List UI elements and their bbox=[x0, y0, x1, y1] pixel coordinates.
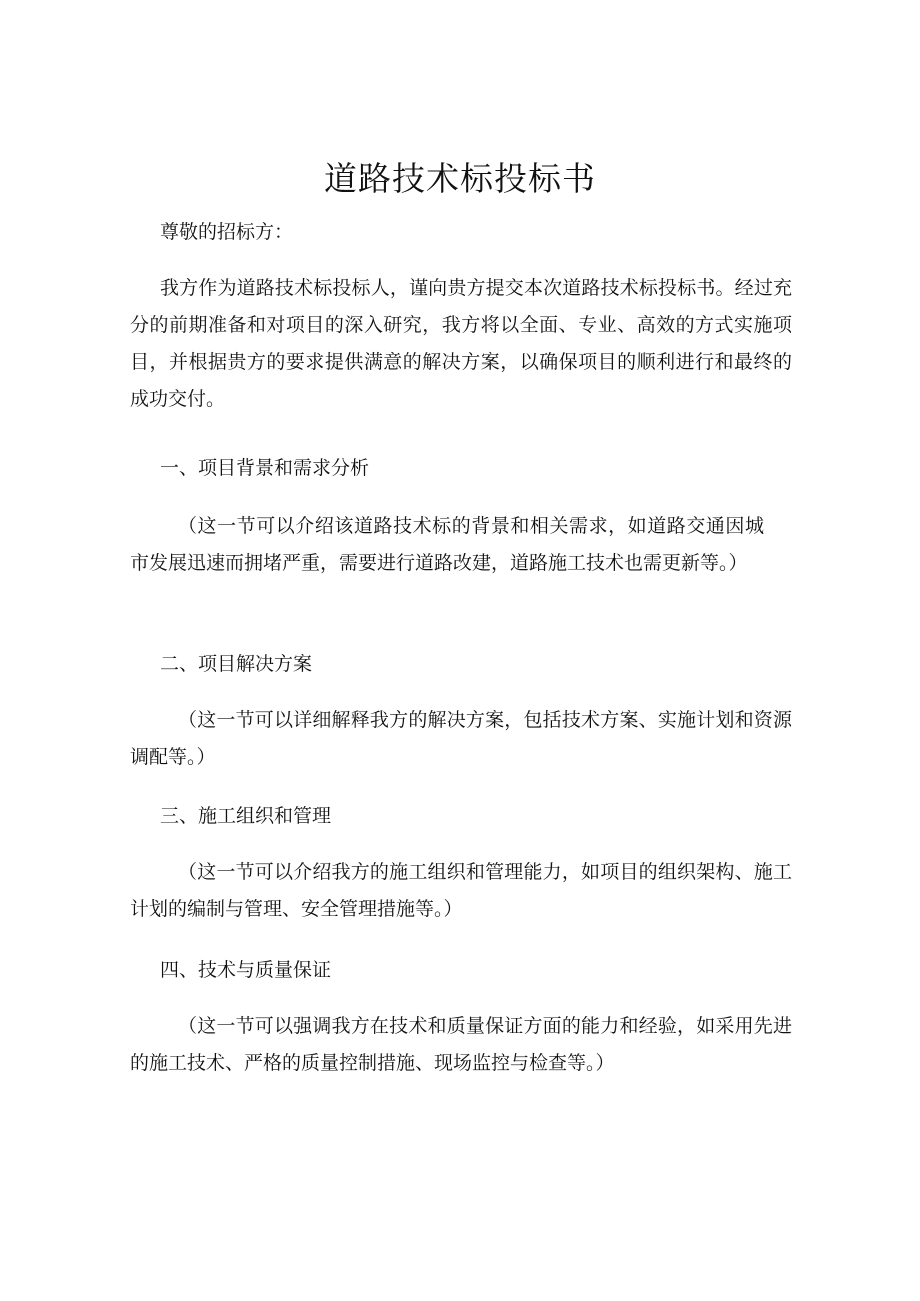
section-body-2: （这一节可以详细解释我方的解决方案，包括技术方案、实施计划和资源调配等。） bbox=[130, 709, 792, 768]
section-body-4: （这一节可以强调我方在技术和质量保证方面的能力和经验，如采用先进的施工技术、严格的质量控制措施、现场监控与检查等。） bbox=[130, 1015, 792, 1074]
section-heading-2: 二、项目解决方案 bbox=[160, 653, 313, 675]
section-heading-4: 四、技术与质量保证 bbox=[160, 959, 332, 981]
document-title: 道路技术标投标书 bbox=[324, 159, 596, 198]
salutation: 尊敬的招标方： bbox=[160, 221, 294, 243]
section-heading-3: 三、施工组织和管理 bbox=[160, 805, 332, 827]
intro-paragraph: 我方作为道路技术标投标人，谨向贵方提交本次道路技术标投标书。经过充分的前期准备和对项目的深入研究，我方将以全面、专业、高效的方式实施项目，并根据贵方的要求提供满意的解决方案，以确保项目的顺利进行和最终的成功交付。 bbox=[130, 277, 792, 410]
section-body-1: （这一节可以介绍该道路技术标的背景和相关需求，如道路交通因城市发展迅速而拥堵严重，需要进行道路改建，道路施工技术也需更新等。） bbox=[130, 515, 764, 574]
section-heading-1: 一、项目背景和需求分析 bbox=[160, 457, 370, 479]
section-body-3: （这一节可以介绍我方的施工组织和管理能力，如项目的组织架构、施工计划的编制与管理、安全管理措施等。） bbox=[130, 861, 792, 920]
